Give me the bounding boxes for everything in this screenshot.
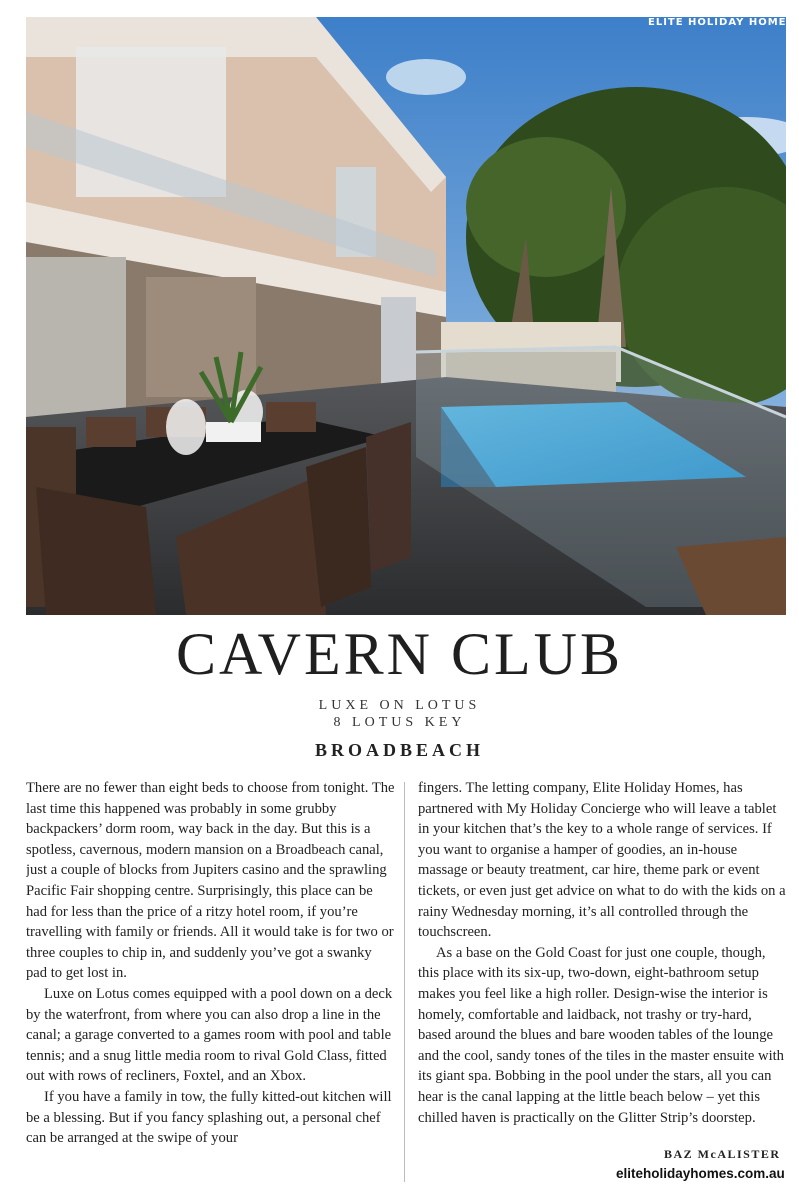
article-paragraph: fingers. The letting company, Elite Holiday Homes, has partnered with My Holiday Concierge who will leave a tablet in your kitchen that’s the key to a whole range of services. If you want to organise a hamper of goodies, an in-house massage or beauty treatment, car hire, theme park or event tickets, or even just get advice on what to do with the kids on a rainy Wednesday morning, it’s all controlled through the touchscreen. xyxy=(418,780,786,941)
location-heading: BROADBEACH xyxy=(314,740,484,760)
article-paragraph: If you have a family in tow, the fully kitted-out kitchen will be a blessing. But if you fancy splashing out, a personal chef can be arranged at the swipe of your xyxy=(26,1088,392,1147)
property-name: LUXE ON LOTUS xyxy=(318,698,481,713)
article-column-right xyxy=(418,778,788,1186)
website-link[interactable]: eliteholidayhomes.com.au xyxy=(616,1166,785,1181)
page-title: CAVERN CLUB xyxy=(176,621,623,687)
house-pool-illustration xyxy=(26,17,786,615)
author-byline: BAZ McALISTER xyxy=(664,1147,781,1161)
hero-photo xyxy=(26,17,786,615)
article-paragraph: Luxe on Lotus comes equipped with a pool down on a deck by the waterfront, from where you can also drop a line in the canal; a garage converted to a games room with pool and table tennis; and a snug little media room to rival Gold Class, fitted out with rows of recliners, Foxtel, and an Xbox. xyxy=(26,985,393,1085)
property-address: 8 LOTUS KEY xyxy=(333,715,466,730)
article-paragraph: As a base on the Gold Coast for just one couple, though, this place with its six-up, two-down, eight-bathroom setup makes you feel like a high roller. Design-wise the interior is homely, comfortable and laidback, not trashy or try-hard, based around the blues and bare wooden tables of the lounge and the cool, sandy tones of the tiles in the master ensuite with its giant spa. Bobbing in the pool under the stars, all you can hear is the canal lapping at the little beach below – yet this chilled haven is practically on the Glitter Strip’s doorstep. xyxy=(418,944,784,1126)
article-column-left xyxy=(26,778,396,1186)
article-paragraph: There are no fewer than eight beds to choose from tonight. The last time this happened was probably in some grubby backpackers’ dorm room, way back in the day. But this is a spotless, cavernous, modern mansion on a Broadbeach canal, just a couple of blocks from Jupiters casino and the sprawling Pacific Fair shopping centre. Surprisingly, this place can be had for less than the price of a ritzy hotel room, if you’re travelling with family or friends. All it would take is for two or three couples to chip in, and suddenly you’ve got a swanky pad to get lost in. xyxy=(26,780,395,982)
photo-credit: ELITE HOLIDAY HOMES xyxy=(648,17,795,28)
column-divider xyxy=(404,782,405,1182)
